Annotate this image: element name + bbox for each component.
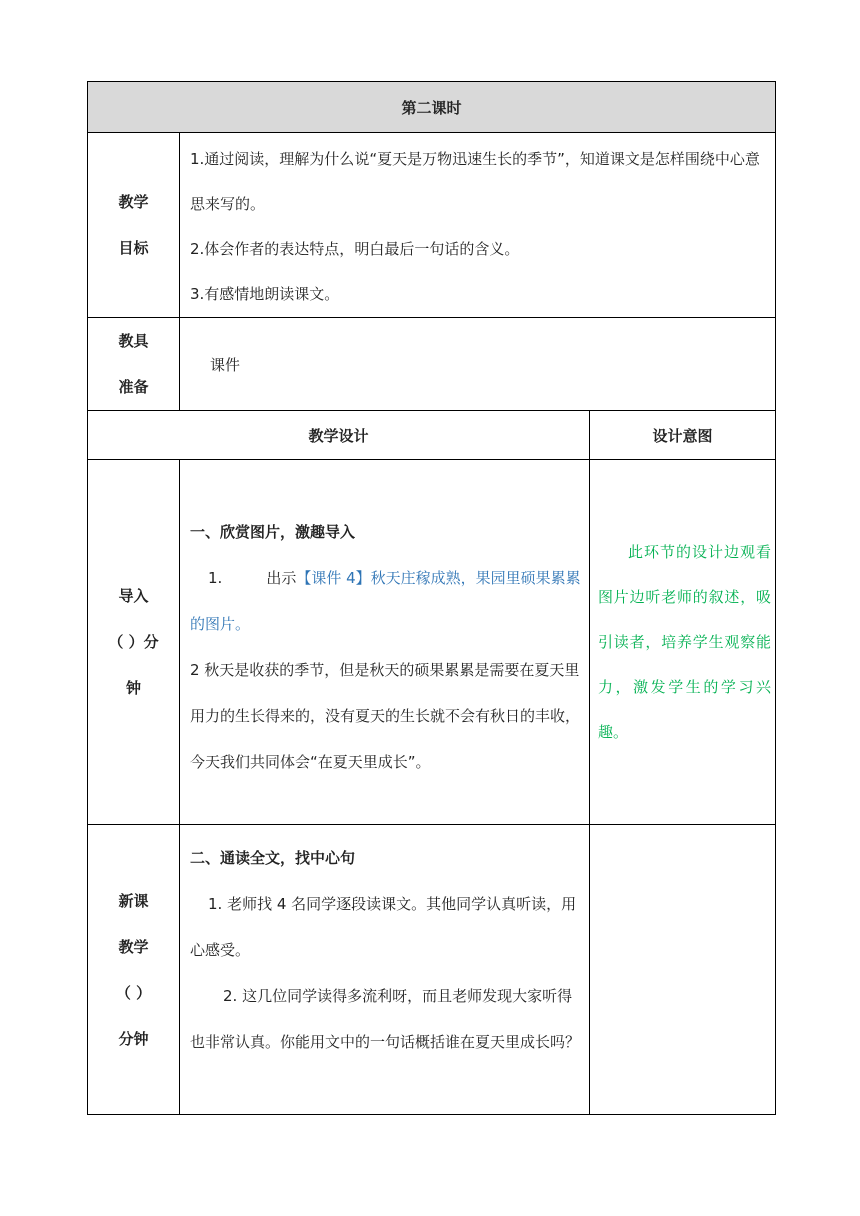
intro-label — [88, 460, 180, 825]
header-row — [88, 411, 776, 460]
newlesson-item-1: 1. 老师找 4 名同学逐段读课文。其他同学认真听读，用心感受。 — [190, 895, 577, 959]
newlesson-label-line1: 新课 — [118, 891, 149, 910]
newlesson-intent — [590, 825, 776, 1115]
tools-label — [88, 318, 180, 411]
goals-content — [180, 133, 776, 318]
intro-item-1-prefix: 出示 — [266, 569, 297, 587]
intro-item-1 — [190, 555, 587, 647]
intro-intent — [590, 460, 776, 825]
newlesson-label-line2: 教学 — [118, 937, 149, 956]
goals-row — [88, 133, 776, 318]
intro-item-1-num: 1. — [208, 569, 223, 587]
lesson-plan-table — [87, 81, 776, 1115]
intro-content — [180, 460, 590, 825]
intro-label-line1: 导入 — [118, 587, 149, 605]
intro-row — [88, 460, 776, 825]
intent-header: 设计意图 — [590, 411, 776, 460]
lesson-title: 第二课时 — [88, 82, 776, 133]
goals-label-line1: 教学 — [118, 193, 149, 211]
tools-value: 课件 — [180, 318, 776, 411]
tools-row — [88, 318, 776, 411]
intro-intent-text: 此环节的设计边观看图片边听老师的叙述，吸引读者，培养学生观察能力，激发学生的学习兴趣。 — [598, 542, 772, 741]
newlesson-label — [88, 825, 180, 1115]
title-row — [88, 82, 776, 133]
design-header: 教学设计 — [88, 411, 590, 460]
intro-label-line2: （ ）分 — [108, 633, 159, 651]
courseware-link: 【课件 4】秋天庄稼成熟，果园里硕果累累的图片。 — [190, 569, 581, 633]
newlesson-label-line3: （ ） — [115, 983, 152, 1002]
goal-item-2: 2.体会作者的表达特点，明白最后一句话的含义。 — [190, 240, 520, 258]
goal-item-1: 1.通过阅读，理解为什么说“夏天是万物迅速生长的季节”，知道课文是怎样围绕中心意思来写的。 — [190, 150, 760, 213]
goal-item-3: 3.有感情地朗读课文。 — [190, 285, 340, 303]
newlesson-label-line4: 分钟 — [118, 1029, 149, 1048]
intro-item-2: 2 秋天是收获的季节，但是秋天的硕果累累是需要在夏天里用力的生长得来的，没有夏天的生长就不会有秋日的丰收，今天我们共同体会“在夏天里成长”。 — [190, 661, 581, 771]
newlesson-heading: 二、通读全文，找中心句 — [190, 849, 356, 867]
newlesson-item-2: 2. 这几位同学读得多流利呀，而且老师发现大家听得也非常认真。你能用文中的一句话概括谁在夏天里成长吗？ — [190, 987, 581, 1051]
intro-heading: 一、欣赏图片，激趣导入 — [190, 523, 356, 541]
newlesson-content — [180, 825, 590, 1115]
goals-label-line2: 目标 — [118, 239, 149, 257]
intro-label-line3: 钟 — [125, 679, 141, 697]
newlesson-row — [88, 825, 776, 1115]
goals-label — [88, 133, 180, 318]
tools-label-line1: 教具 — [118, 332, 149, 350]
tools-label-line2: 准备 — [118, 378, 149, 396]
